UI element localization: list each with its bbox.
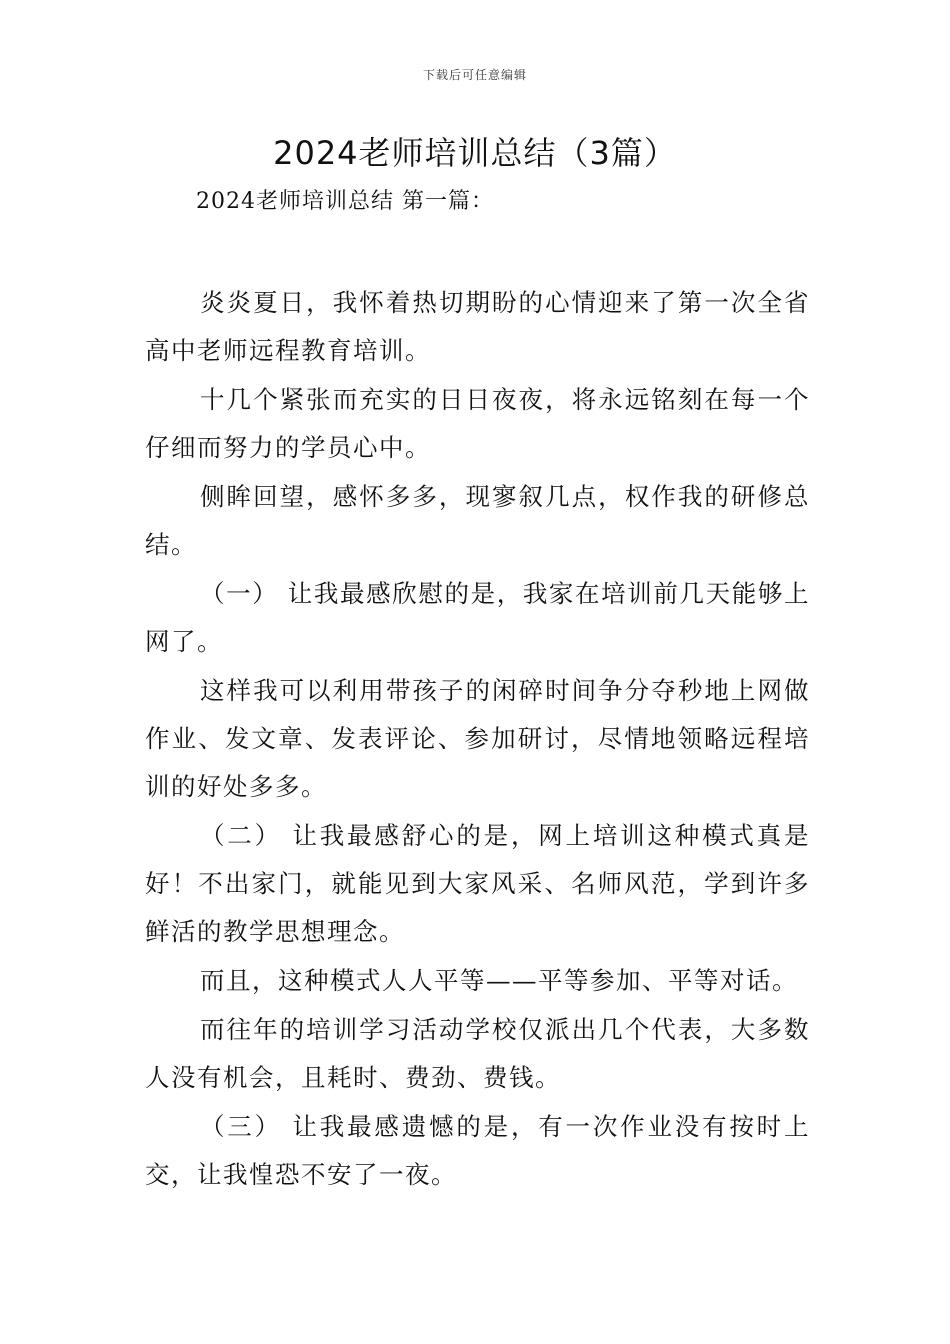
paragraph: （一） 让我最感欣慰的是，我家在培训前几天能够上网了。 [145, 579, 810, 656]
paragraph: 这样我可以利用带孩子的闲碎时间争分夺秒地上网做作业、发文章、发表评论、参加研讨，尽情地领略远程培训的好处多多。 [145, 676, 810, 801]
paragraph: 十几个紧张而充实的日日夜夜，将永远铭刻在每一个仔细而努力的学员心中。 [145, 385, 810, 462]
document-body [145, 279, 810, 1200]
paragraph: 而往年的培训学习活动学校仅派出几个代表，大多数人没有机会，且耗时、费劲、费钱。 [145, 1015, 810, 1092]
section-subtitle: 2024老师培训总结 第一篇： [196, 189, 494, 214]
header-note: 下载后可任意编辑 [422, 68, 527, 82]
paragraph: 炎炎夏日，我怀着热切期盼的心情迎来了第一次全省高中老师远程教育培训。 [145, 288, 810, 365]
paragraph: （三） 让我最感遗憾的是，有一次作业没有按时上交，让我惶恐不安了一夜。 [145, 1112, 810, 1189]
paragraph: 而且，这种模式人人平等——平等参加、平等对话。 [200, 966, 798, 995]
document-title: 2024老师培训总结（3篇） [273, 134, 677, 172]
paragraph: 侧眸回望，感怀多多，现寥叙几点，权作我的研修总结。 [145, 482, 810, 559]
paragraph: （二） 让我最感舒心的是，网上培训这种模式真是好！不出家门，就能见到大家风采、名师风范，学到许多鲜活的教学思想理念。 [145, 821, 810, 946]
